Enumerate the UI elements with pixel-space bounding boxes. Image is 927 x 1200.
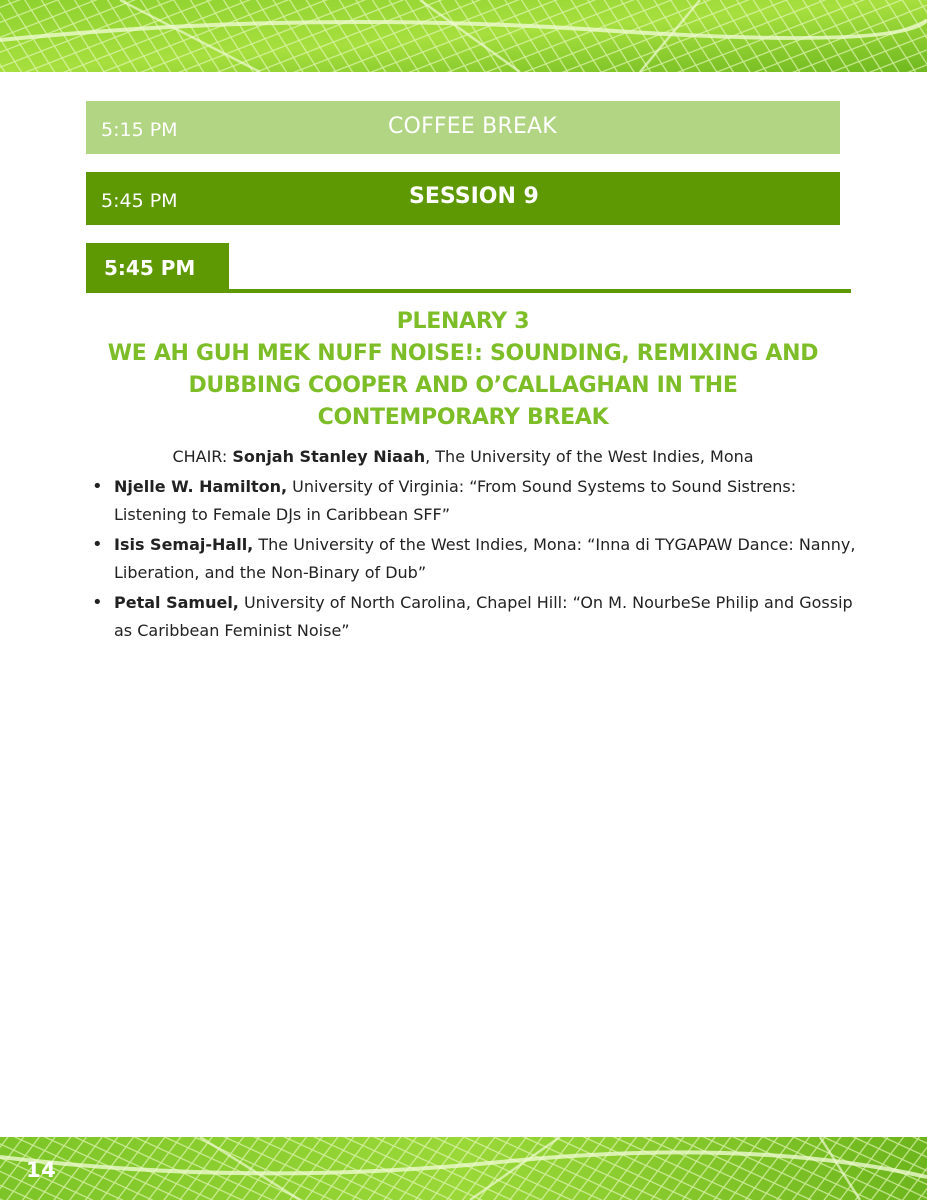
list-item	[88, 473, 858, 529]
speaker-detail: University of North Carolina, Chapel Hill: “On M. NourbeSe Philip and Gossip as Caribbean Feminist Noise”	[114, 593, 853, 640]
bullet-icon: •	[92, 476, 103, 497]
plenary-time-tab	[86, 243, 229, 293]
plenary-title-line-1: WE AH GUH MEK NUFF NOISE!: SOUNDING, REMIXING AND	[107, 341, 819, 366]
list-item	[88, 589, 858, 645]
session-title: SESSION 9	[409, 184, 539, 209]
speaker-name: Njelle W. Hamilton,	[114, 477, 288, 496]
plenary-title-line-2: DUBBING COOPER AND O’CALLAGHAN IN THE	[188, 373, 738, 398]
coffee-break-title: COFFEE BREAK	[388, 114, 557, 139]
coffee-break-time: 5:15 PM	[101, 119, 178, 141]
session-time: 5:45 PM	[101, 190, 178, 212]
leaf-banner-top	[0, 0, 927, 72]
list-item	[88, 531, 858, 587]
plenary-title-line-3: CONTEMPORARY BREAK	[317, 405, 609, 430]
chair-line	[60, 445, 866, 469]
speaker-detail: University of Virginia: “From Sound Systems to Sound Sistrens: Listening to Female DJs in Caribbean SFF”	[114, 477, 797, 524]
chair-affiliation: , The University of the West Indies, Mona	[425, 447, 754, 466]
chair-label: CHAIR:	[172, 447, 233, 466]
plenary-heading-block	[60, 306, 866, 434]
bullet-icon: •	[92, 592, 103, 613]
coffee-break-bar	[86, 101, 840, 154]
page-number: 14	[26, 1158, 57, 1182]
plenary-divider	[86, 289, 851, 293]
leaf-banner-bottom	[0, 1137, 927, 1200]
speaker-detail: The University of the West Indies, Mona: “Inna di TYGAPAW Dance: Nanny, Liberation, and the Non-Binary of Dub”	[114, 535, 856, 582]
session-bar	[86, 172, 840, 225]
plenary-time: 5:45 PM	[104, 256, 196, 280]
speaker-name: Petal Samuel,	[114, 593, 239, 612]
chair-name: Sonjah Stanley Niaah	[232, 447, 426, 466]
speaker-name: Isis Semaj-Hall,	[114, 535, 254, 554]
plenary-heading: PLENARY 3	[396, 309, 530, 334]
bullet-icon: •	[92, 534, 103, 555]
speaker-list	[88, 473, 858, 647]
